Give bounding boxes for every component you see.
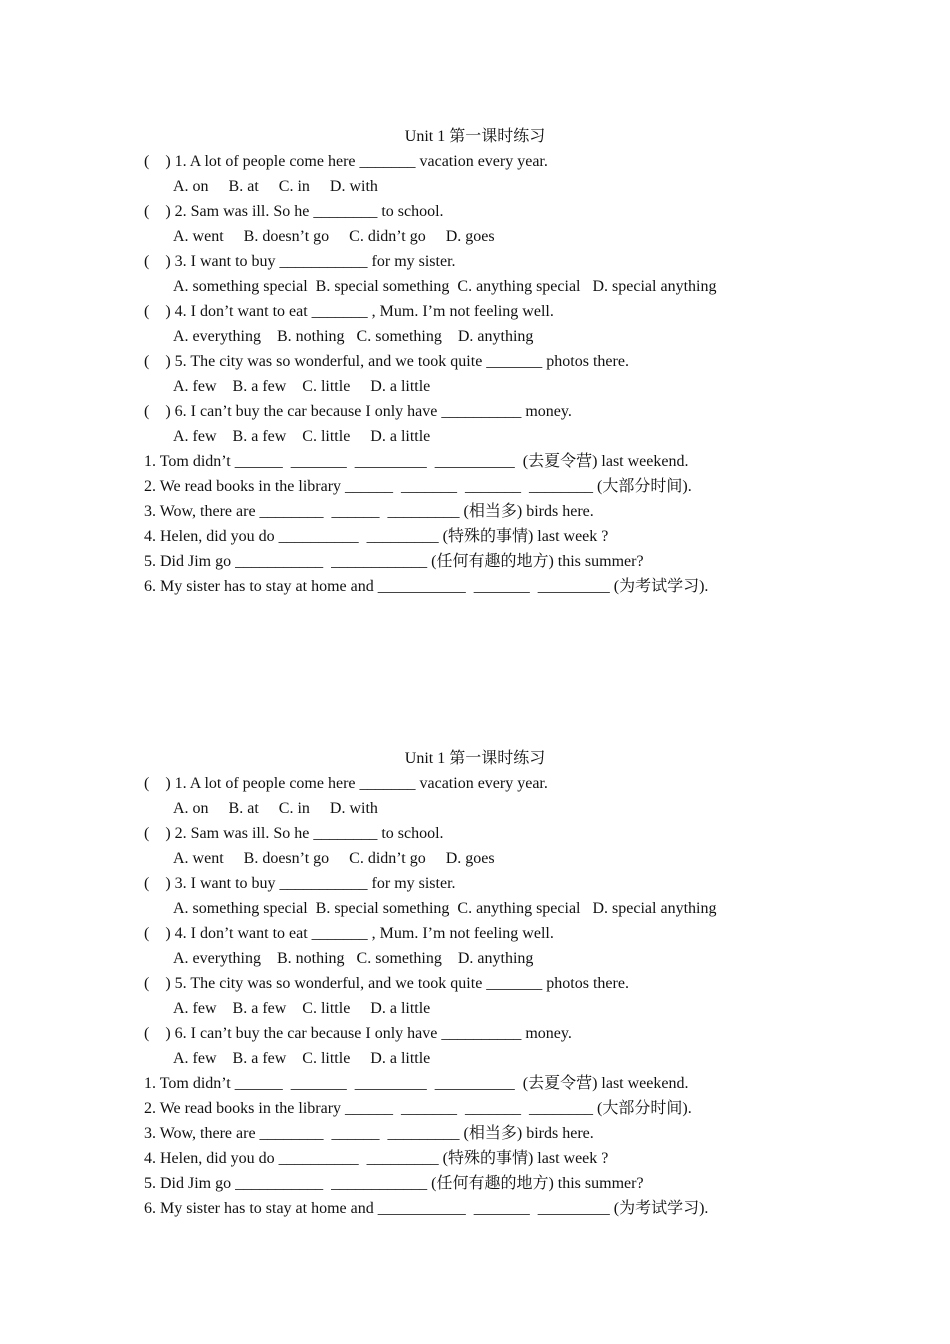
- choice-options-4: A. everything B. nothing C. something D. anything: [173, 328, 534, 345]
- choice-options-1: A. on B. at C. in D. with: [173, 800, 378, 817]
- fill-question-2: 2. We read books in the library ______ _______ _______ ________ (大部分时间).: [144, 478, 692, 495]
- choice-question-5: ( ) 5. The city was so wonderful, and we took quite _______ photos there.: [144, 975, 629, 992]
- choice-options-5: A. few B. a few C. little D. a little: [173, 378, 431, 395]
- fill-question-4: 4. Helen, did you do __________ _________ (特殊的事情) last week ?: [144, 528, 609, 545]
- fill-question-5: 5. Did Jim go ___________ ____________ (任何有趣的地方) this summer?: [144, 553, 644, 570]
- choice-options-6: A. few B. a few C. little D. a little: [173, 428, 431, 445]
- fill-question-3: 3. Wow, there are ________ ______ _________ (相当多) birds here.: [144, 1125, 594, 1142]
- choice-question-1: ( ) 1. A lot of people come here _______ vacation every year.: [144, 775, 548, 792]
- fill-question-2: 2. We read books in the library ______ _______ _______ ________ (大部分时间).: [144, 1100, 692, 1117]
- choice-question-3: ( ) 3. I want to buy ___________ for my sister.: [144, 253, 456, 270]
- choice-options-5: A. few B. a few C. little D. a little: [173, 1000, 431, 1017]
- choice-question-4: ( ) 4. I don’t want to eat _______ , Mum. I’m not feeling well.: [144, 303, 554, 320]
- fill-question-1: 1. Tom didn’t ______ _______ _________ __________ (去夏令营) last weekend.: [144, 1075, 689, 1092]
- worksheet-title: Unit 1 第一课时练习: [404, 128, 546, 145]
- worksheet-title: Unit 1 第一课时练习: [404, 750, 546, 767]
- fill-question-3: 3. Wow, there are ________ ______ _________ (相当多) birds here.: [144, 503, 594, 520]
- choice-question-4: ( ) 4. I don’t want to eat _______ , Mum. I’m not feeling well.: [144, 925, 554, 942]
- choice-question-2: ( ) 2. Sam was ill. So he ________ to school.: [144, 203, 444, 220]
- choice-question-1: ( ) 1. A lot of people come here _______ vacation every year.: [144, 153, 548, 170]
- choice-question-3: ( ) 3. I want to buy ___________ for my sister.: [144, 875, 456, 892]
- fill-question-6: 6. My sister has to stay at home and ___________ _______ _________ (为考试学习).: [144, 1200, 709, 1217]
- choice-options-3: A. something special B. special something C. anything special D. special anything: [173, 278, 717, 295]
- choice-options-2: A. went B. doesn’t go C. didn’t go D. goes: [173, 850, 495, 867]
- fill-question-4: 4. Helen, did you do __________ _________ (特殊的事情) last week ?: [144, 1150, 609, 1167]
- choice-question-5: ( ) 5. The city was so wonderful, and we took quite _______ photos there.: [144, 353, 629, 370]
- choice-options-6: A. few B. a few C. little D. a little: [173, 1050, 431, 1067]
- choice-options-4: A. everything B. nothing C. something D. anything: [173, 950, 534, 967]
- choice-question-2: ( ) 2. Sam was ill. So he ________ to school.: [144, 825, 444, 842]
- fill-question-5: 5. Did Jim go ___________ ____________ (任何有趣的地方) this summer?: [144, 1175, 644, 1192]
- choice-question-6: ( ) 6. I can’t buy the car because I only have __________ money.: [144, 1025, 572, 1042]
- choice-options-3: A. something special B. special something C. anything special D. special anything: [173, 900, 717, 917]
- fill-question-6: 6. My sister has to stay at home and ___________ _______ _________ (为考试学习).: [144, 578, 709, 595]
- choice-options-2: A. went B. doesn’t go C. didn’t go D. goes: [173, 228, 495, 245]
- fill-question-1: 1. Tom didn’t ______ _______ _________ __________ (去夏令营) last weekend.: [144, 453, 689, 470]
- choice-question-6: ( ) 6. I can’t buy the car because I only have __________ money.: [144, 403, 572, 420]
- choice-options-1: A. on B. at C. in D. with: [173, 178, 378, 195]
